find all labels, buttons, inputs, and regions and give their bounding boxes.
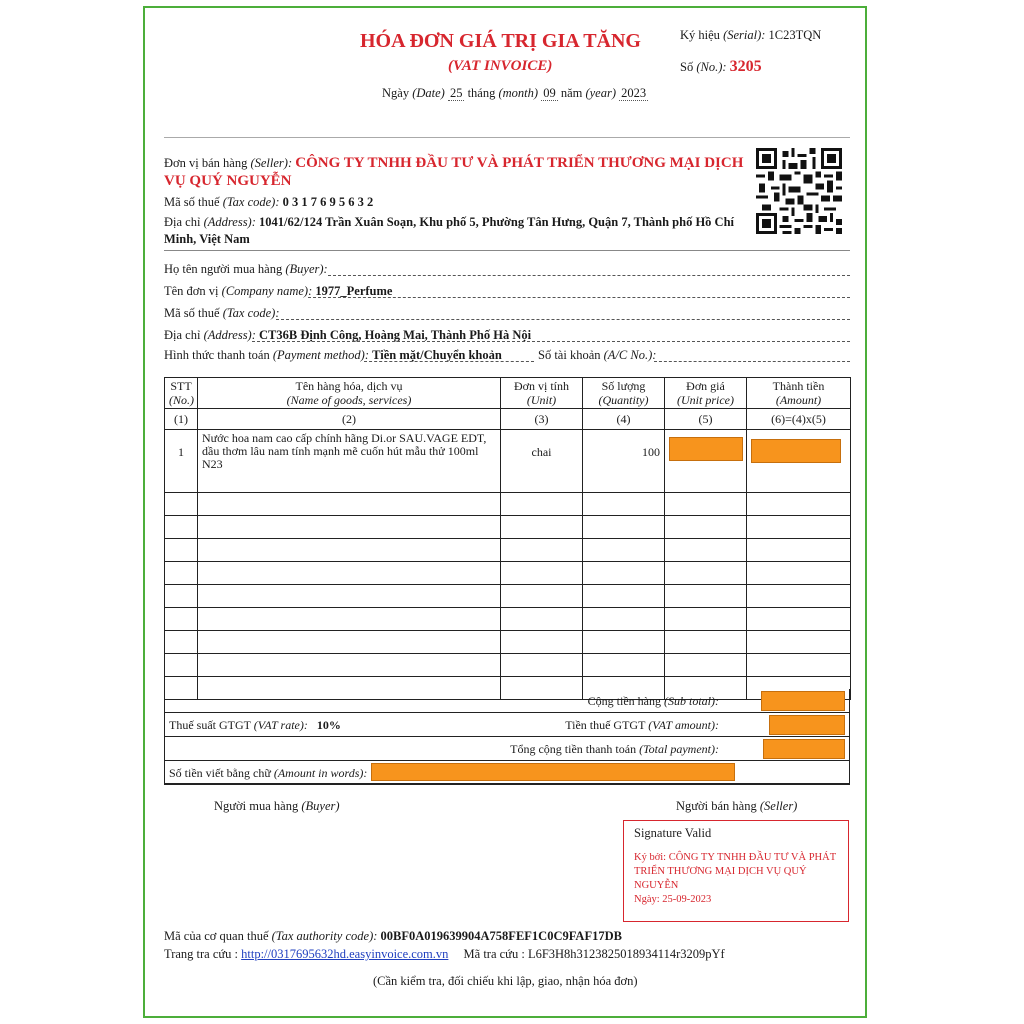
signature-date: Ngày: 25-09-2023 [634,894,712,905]
digital-signature-box [623,820,849,922]
account-label-en: (A/C No.): [603,348,657,362]
seller-address: 1041/62/124 Trần Xuân Soạn, Khu phố 5, Phường Tân Hưng, Quận 7, Thành phố Hồ Chí [259,215,735,229]
date-day: 25 [449,86,463,100]
lookup-code: L6F3H8h3123825018934114r3209pYf [527,947,725,961]
signature-signed-by: Ký bởi: CÔNG TY TNHH ĐẦU TƯ VÀ PHÁT TRIỂN THƯƠNG MẠI DỊCH VỤ QUÝ NGUYỄN [634,852,836,891]
buyer-tax-line [164,306,280,321]
seller-signature-label: Người bán hàng (Seller) [676,799,798,813]
footer-note: (Cần kiểm tra, đối chiếu khi lập, giao, nhận hóa đơn) [373,974,638,988]
lookup-code-label: Mã tra cứu : [463,947,525,961]
redacted-total [763,739,845,759]
subtotal-label-en: (Sub total): [664,694,719,708]
lookup-label: Trang tra cứu : [164,947,239,961]
redacted-amount-words [371,763,735,781]
seller-address-label: Địa chỉ [164,215,201,229]
account-dots [654,361,850,362]
item-no: 1 [165,430,198,493]
signature-status: Signature Valid [634,826,712,840]
seller-name-label-en: (Seller): [250,156,293,170]
seller-tax-label: Mã số thuế [164,195,220,209]
item-qty: 100 [583,430,665,493]
date-month: 09 [543,86,556,100]
buyer-tax-label: Mã số thuế [164,306,220,320]
date-label-en: (Date) [412,86,445,100]
col-header-name: Tên hàng hóa, dịch vụ (Name of goods, services) [198,378,501,409]
col-header-no: STT (No.) [165,378,198,409]
serial-label-en: (Serial): [723,28,766,42]
seller-address-cont: Minh, Việt Nam [164,232,250,246]
buyer-name-label: Họ tên người mua hàng [164,262,283,276]
col-header-unit: Đơn vị tính (Unit) [501,378,583,409]
month-label-en: (month) [498,86,539,100]
words-label: Số tiền viết bằng chữ [169,766,271,780]
buyer-company-label-en: (Company name): [221,284,313,298]
buyer-signature-label: Người mua hàng (Buyer) [214,799,340,813]
table-row [165,654,851,677]
authority-label: Mã của cơ quan thuế [164,929,269,943]
vat-rate: 10% [316,718,341,732]
year-label: năm [560,86,583,100]
invoice-number: 3205 [729,58,762,75]
table-row [165,562,851,585]
table-header-row [165,378,851,409]
redacted-subtotal [761,691,845,711]
buyer-address-label: Địa chỉ [164,328,201,342]
payment-label: Hình thức thanh toán [164,348,270,362]
table-row [165,608,851,631]
buyer-name-label-en: (Buyer): [285,262,328,276]
seller-name: CÔNG TY TNHH ĐẦU TƯ VÀ PHÁT TRIỂN THƯƠNG MẠI DỊCH [295,155,744,171]
col-header-amount: Thành tiền (Amount) [747,378,851,409]
serial-label: Ký hiệu [680,28,720,42]
vat-row [164,713,850,737]
buyer-tax-dots [276,319,850,320]
invoice-title: HÓA ĐƠN GIÁ TRỊ GIA TĂNG [360,30,641,52]
items-table [164,377,851,700]
serial-line [680,28,821,43]
col-header-price: Đơn giá (Unit price) [665,378,747,409]
month-label: tháng [467,86,496,100]
buyer-address-label-en: (Address): [203,328,256,342]
number-label: Số [680,60,694,74]
buyer-address-dots [252,341,850,342]
authority-code: 00BF0A019639904A758FEF1C0C9FAF17DB [380,929,622,943]
table-row [165,539,851,562]
total-label-en: (Total payment): [639,742,719,756]
seller-tax-code: 0 3 1 7 6 9 5 6 3 2 [282,195,374,209]
header-divider [164,137,850,138]
tax-authority-line [164,929,622,944]
vat-rate-label-en: (VAT rate): [253,718,308,732]
payment-dots [364,361,534,362]
seller-name-cont: VỤ QUÝ NGUYỄN [164,173,292,189]
buyer-company-dots [308,297,850,298]
redacted-amount [751,439,841,463]
payment-label-en: (Payment method): [272,348,369,362]
seller-name-label: Đơn vị bán hàng [164,156,248,170]
seller-tax-line [164,195,373,210]
seller-address-label-en: (Address): [203,215,256,229]
date-prefix: Ngày [382,86,410,100]
number-label-en: (No.): [696,60,727,74]
account-label: Số tài khoản [538,348,601,362]
qr-code-icon [756,148,842,234]
invoice-date [382,86,648,101]
vat-amount-label: Tiền thuế GTGT [565,718,646,732]
seller-divider [164,250,850,251]
account-line [538,348,656,363]
col-header-qty: Số lượng (Quantity) [583,378,665,409]
buyer-address: CT36B Định Công, Hoàng Mai, Thành Phố Hà Nội [259,328,532,342]
serial-value: 1C23TQN [768,28,822,42]
total-row [164,737,850,761]
item-unit: chai [501,430,583,493]
seller-name-line [164,155,743,172]
table-row [165,585,851,608]
vat-amount-label-en: (VAT amount): [648,718,719,732]
invoice-number-line [680,58,762,76]
column-index-row: (1) (2) (3) (4) (5) (6)=(4)x(5) [165,409,851,430]
invoice-subtitle: (VAT INVOICE) [448,58,553,74]
payment-method: Tiền mặt/Chuyển khoản [372,348,502,362]
seller-tax-label-en: (Tax code): [222,195,280,209]
date-year: 2023 [621,86,647,100]
buyer-company-label: Tên đơn vị [164,284,219,298]
table-row [165,516,851,539]
authority-label-en: (Tax authority code): [271,929,378,943]
buyer-tax-label-en: (Tax code): [222,306,280,320]
subtotal-label: Cộng tiền hàng [587,694,661,708]
table-row [165,631,851,654]
vat-rate-label: Thuế suất GTGT [169,718,251,732]
buyer-company: 1977_Perfume [315,284,393,298]
buyer-name-dots [328,275,850,276]
amount-words-row [164,761,850,785]
subtotal-row [164,689,850,713]
table-row [165,430,851,493]
seller-address-line [164,215,734,230]
year-label-en: (year) [585,86,617,100]
table-row [165,493,851,516]
words-label-en: (Amount in words): [273,766,368,780]
total-label: Tổng cộng tiền thanh toán [510,742,637,756]
lookup-link[interactable]: http://0317695632hd.easyinvoice.com.vn [241,947,449,961]
buyer-name-line [164,262,328,277]
redacted-unit-price [669,437,743,461]
lookup-line [164,947,725,962]
item-name: Nước hoa nam cao cấp chính hãng Di.or SAU.VAGE EDT, dầu thơm lâu nam tính mạnh mẽ cuốn hút mẫu thử 100ml N23 [198,430,501,493]
redacted-vat-amount [769,715,845,735]
